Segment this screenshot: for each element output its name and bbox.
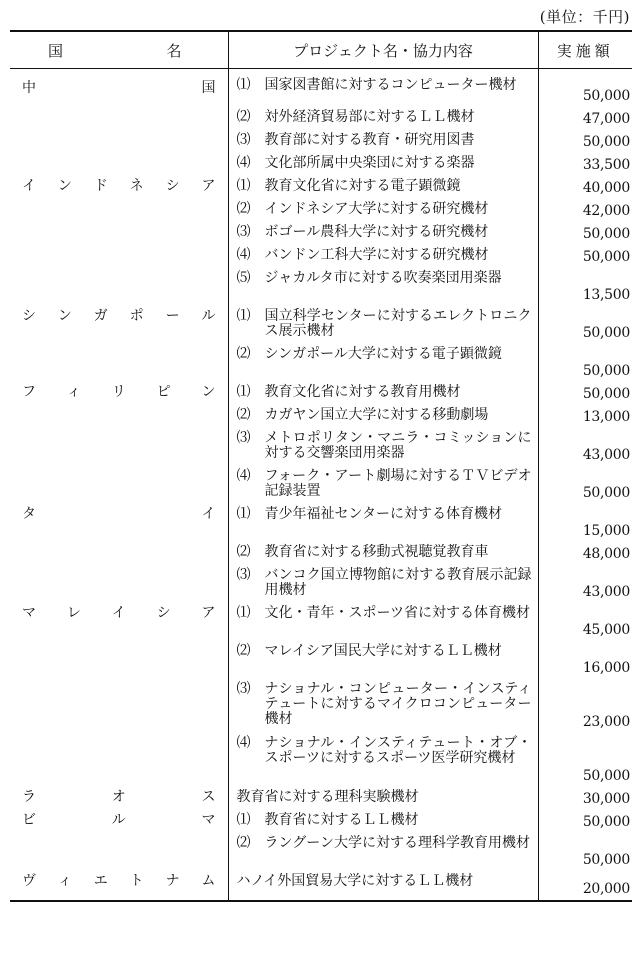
country-cell [10, 466, 228, 504]
project-cell [228, 107, 538, 130]
project-cell [228, 466, 538, 504]
country-name-char: シ [156, 604, 171, 621]
project-number: ⑷ [236, 467, 251, 484]
table-row [10, 833, 632, 871]
country-cell [10, 344, 228, 382]
country-name [10, 176, 228, 194]
country-cell [10, 833, 228, 871]
table-row [10, 245, 632, 268]
project-number: ⑵ [236, 543, 251, 560]
country-name [10, 75, 228, 96]
project-number: ⑵ [236, 642, 251, 659]
table-row [10, 268, 632, 306]
country-name-char: マ [201, 811, 216, 828]
amount-cell: 48,000 [538, 542, 632, 565]
amount-cell: 33,500 [538, 153, 632, 176]
country-name [10, 787, 228, 805]
amount-cell: 13,500 [538, 268, 632, 306]
country-cell [10, 428, 228, 466]
project-number: ⑴ [236, 177, 251, 194]
country-name-char: ィ [57, 872, 72, 889]
unit-label: (単位：千円) [539, 8, 630, 26]
amount-cell: 50,000 [538, 306, 632, 344]
country-cell [10, 504, 228, 542]
amount-cell: 50,000 [538, 344, 632, 382]
country-name-char: ラ [22, 788, 36, 805]
amount-cell: 23,000 [538, 679, 632, 733]
table-row [10, 344, 632, 382]
country-cell [10, 69, 228, 107]
project-cell [228, 871, 538, 901]
project-description: ナショナル・インスティテュート・オブ・スポーツに対するスポーツ医学研究機材 [264, 734, 532, 766]
project-cell [228, 679, 538, 733]
country-name-char: ナ [165, 872, 180, 889]
country-name-char: タ [22, 505, 36, 522]
country-cell [10, 565, 228, 603]
table-row [10, 542, 632, 565]
country-cell [10, 130, 228, 153]
country-name-char: イ [201, 505, 216, 522]
project-cell [228, 268, 538, 306]
table-row [10, 428, 632, 466]
table-row [10, 153, 632, 176]
amount-cell: 50,000 [538, 245, 632, 268]
country-cell [10, 542, 228, 565]
project-cell [228, 222, 538, 245]
amount-cell: 15,000 [538, 504, 632, 542]
project-number: ⑶ [236, 680, 251, 697]
table-row [10, 466, 632, 504]
table-row [10, 405, 632, 428]
amount-cell: 50,000 [538, 222, 632, 245]
table-row [10, 679, 632, 733]
amount-cell: 50,000 [538, 466, 632, 504]
amount-cell: 20,000 [538, 871, 632, 901]
country-name-char: ル [111, 811, 126, 828]
project-description: 文化・青年・スポーツ省に対する体育機材 [264, 604, 530, 621]
project-number: ⑵ [236, 345, 251, 362]
country-name-char: ポ [129, 307, 144, 324]
project-number: ⑵ [236, 834, 251, 851]
country-name-char: ト [129, 872, 144, 889]
project-description: 青少年福祉センターに対する体育機材 [264, 505, 502, 522]
country-name-char: リ [111, 383, 126, 400]
country-cell [10, 222, 228, 245]
country-cell [10, 871, 228, 901]
country-cell [10, 153, 228, 176]
project-description: 教育省に対する理科実験機材 [236, 788, 419, 805]
project-number: ⑷ [236, 734, 251, 751]
country-cell [10, 268, 228, 306]
project-number: ⑸ [236, 269, 251, 286]
project-cell [228, 565, 538, 603]
project-description: 教育文化省に対する電子顕微鏡 [264, 177, 461, 194]
project-number: ⑶ [236, 223, 251, 240]
project-cell [228, 306, 538, 344]
project-description: メトロポリタン・マニラ・コミッションに対する交響楽団用楽器 [264, 429, 532, 461]
project-description: 教育省に対する移動式視聴覚教育車 [264, 543, 489, 560]
header-project: プロジェクト名・協力内容 [228, 31, 538, 69]
amount-cell: 43,000 [538, 428, 632, 466]
table-row [10, 107, 632, 130]
project-cell [228, 69, 538, 107]
project-description: ボゴール農科大学に対する研究機材 [264, 223, 489, 240]
table-row [10, 306, 632, 344]
table-row [10, 871, 632, 901]
project-description: 教育部に対する教育・研究用図書 [264, 131, 475, 148]
table-row [10, 810, 632, 833]
project-description: バンドン工科大学に対する研究機材 [264, 246, 489, 263]
project-cell [228, 130, 538, 153]
country-name-char: ネ [129, 177, 144, 194]
table-row [10, 382, 632, 405]
project-description: 国家図書館に対するコンピューター機材 [264, 77, 517, 93]
header-country-char: 国 [48, 41, 64, 60]
project-description: 対外経済貿易部に対するＬＬ機材 [264, 108, 475, 125]
project-table [10, 30, 632, 902]
country-name-char: マ [22, 604, 36, 621]
country-name-char: ヴ [22, 872, 36, 889]
table-row [10, 641, 632, 679]
table-row [10, 733, 632, 787]
table-row [10, 130, 632, 153]
country-cell [10, 679, 228, 733]
header-country [10, 31, 228, 69]
project-cell [228, 810, 538, 833]
country-name-char: シ [22, 307, 36, 324]
country-name-char: ィ [66, 383, 81, 400]
project-cell [228, 428, 538, 466]
project-description: ハノイ外国貿易大学に対するＬＬ機材 [236, 872, 474, 889]
country-name-char: ン [57, 307, 72, 324]
project-cell [228, 153, 538, 176]
project-number: ⑴ [236, 811, 251, 828]
project-number: ⑵ [236, 108, 251, 125]
amount-cell: 50,000 [538, 810, 632, 833]
country-name [10, 871, 228, 889]
country-name-char: シ [165, 177, 180, 194]
project-cell [228, 245, 538, 268]
country-cell [10, 107, 228, 130]
project-description: 教育文化省に対する教育用機材 [264, 383, 461, 400]
project-cell [228, 176, 538, 199]
amount-cell: 50,000 [538, 382, 632, 405]
table-row [10, 176, 632, 199]
amount-cell: 50,000 [538, 733, 632, 787]
amount-cell: 50,000 [538, 69, 632, 107]
country-cell [10, 199, 228, 222]
project-description: ナショナル・コンピューター・インスティテュートに対するマイクロコンピューター機材 [264, 680, 532, 727]
project-cell [228, 405, 538, 428]
country-cell [10, 245, 228, 268]
country-name-char: ビ [22, 811, 36, 828]
country-name [10, 382, 228, 400]
country-name-char: イ [111, 604, 126, 621]
project-cell [228, 382, 538, 405]
project-number: ⑵ [236, 406, 251, 423]
amount-cell: 50,000 [538, 130, 632, 153]
project-description: マレイシア国民大学に対するＬＬ機材 [264, 642, 502, 659]
country-cell [10, 306, 228, 344]
project-number: ⑴ [236, 383, 251, 400]
project-cell [228, 344, 538, 382]
country-cell [10, 603, 228, 641]
country-name-char: ア [201, 604, 216, 621]
amount-cell: 40,000 [538, 176, 632, 199]
project-cell [228, 733, 538, 787]
project-number: ⑴ [236, 77, 251, 93]
project-description: カガヤン国立大学に対する移動劇場 [264, 406, 489, 423]
project-number: ⑶ [236, 429, 251, 446]
country-name-char: フ [22, 383, 36, 400]
country-name-char: 中 [22, 80, 36, 96]
amount-cell: 16,000 [538, 641, 632, 679]
country-name [10, 603, 228, 621]
country-cell [10, 405, 228, 428]
country-name-char: イ [22, 177, 36, 194]
amount-cell: 45,000 [538, 603, 632, 641]
project-description: 教育省に対するＬＬ機材 [264, 811, 419, 828]
project-description: フォーク・アート劇場に対するＴＶビデオ記録装置 [264, 467, 532, 499]
project-cell [228, 542, 538, 565]
country-name [10, 504, 228, 522]
table-row [10, 199, 632, 222]
amount-cell: 50,000 [538, 833, 632, 871]
project-description: インドネシア大学に対する研究機材 [264, 200, 489, 217]
project-number: ⑶ [236, 566, 251, 583]
country-name-char: ピ [156, 383, 171, 400]
project-description: シンガポール大学に対する電子顕微鏡 [264, 345, 502, 362]
project-number: ⑶ [236, 131, 251, 148]
country-name-char: ド [93, 177, 108, 194]
table-row [10, 565, 632, 603]
country-name-char: オ [111, 788, 126, 805]
table-row [10, 504, 632, 542]
country-name-char: エ [93, 872, 108, 889]
project-cell [228, 603, 538, 641]
project-number: ⑴ [236, 604, 251, 621]
amount-cell: 30,000 [538, 787, 632, 810]
header-amount: 実施額 [538, 31, 632, 69]
country-name-char: ム [201, 872, 216, 889]
country-name-char: ガ [93, 307, 108, 324]
country-name [10, 810, 228, 828]
country-name [10, 306, 228, 324]
project-description: バンコク国立博物館に対する教育展示記録用機材 [264, 566, 532, 598]
project-cell [228, 833, 538, 871]
country-name-char: ン [57, 177, 72, 194]
country-name-char: レ [66, 604, 81, 621]
country-cell [10, 810, 228, 833]
project-description: ラングーン大学に対する理科学教育用機材 [264, 834, 530, 851]
country-cell [10, 176, 228, 199]
project-number: ⑷ [236, 154, 251, 171]
project-cell [228, 787, 538, 810]
country-name-char: ス [201, 788, 216, 805]
header-country-char: 名 [166, 41, 182, 60]
country-cell [10, 787, 228, 810]
project-number: ⑴ [236, 505, 251, 522]
project-number: ⑵ [236, 200, 251, 217]
project-description: 国立科学センターに対するエレクトロニクス展示機材 [264, 307, 532, 339]
country-cell [10, 733, 228, 787]
table-row [10, 603, 632, 641]
table-header-row [10, 31, 632, 69]
table-body [10, 69, 632, 901]
country-name-char: ル [201, 307, 216, 324]
country-name-char: 国 [201, 80, 216, 96]
project-number: ⑷ [236, 246, 251, 263]
project-number: ⑴ [236, 307, 251, 324]
country-cell [10, 641, 228, 679]
amount-cell: 13,000 [538, 405, 632, 428]
table-row [10, 787, 632, 810]
amount-cell: 47,000 [538, 107, 632, 130]
country-name-char: ン [201, 383, 216, 400]
country-cell [10, 382, 228, 405]
country-name-char: ア [201, 177, 216, 194]
country-name-char: ー [165, 307, 180, 324]
amount-cell: 42,000 [538, 199, 632, 222]
table-row [10, 222, 632, 245]
project-cell [228, 199, 538, 222]
project-description: ジャカルタ市に対する吹奏楽団用楽器 [264, 269, 502, 286]
project-cell [228, 504, 538, 542]
amount-cell: 43,000 [538, 565, 632, 603]
table-row [10, 69, 632, 107]
project-cell [228, 641, 538, 679]
project-description: 文化部所属中央楽団に対する楽器 [264, 154, 475, 171]
